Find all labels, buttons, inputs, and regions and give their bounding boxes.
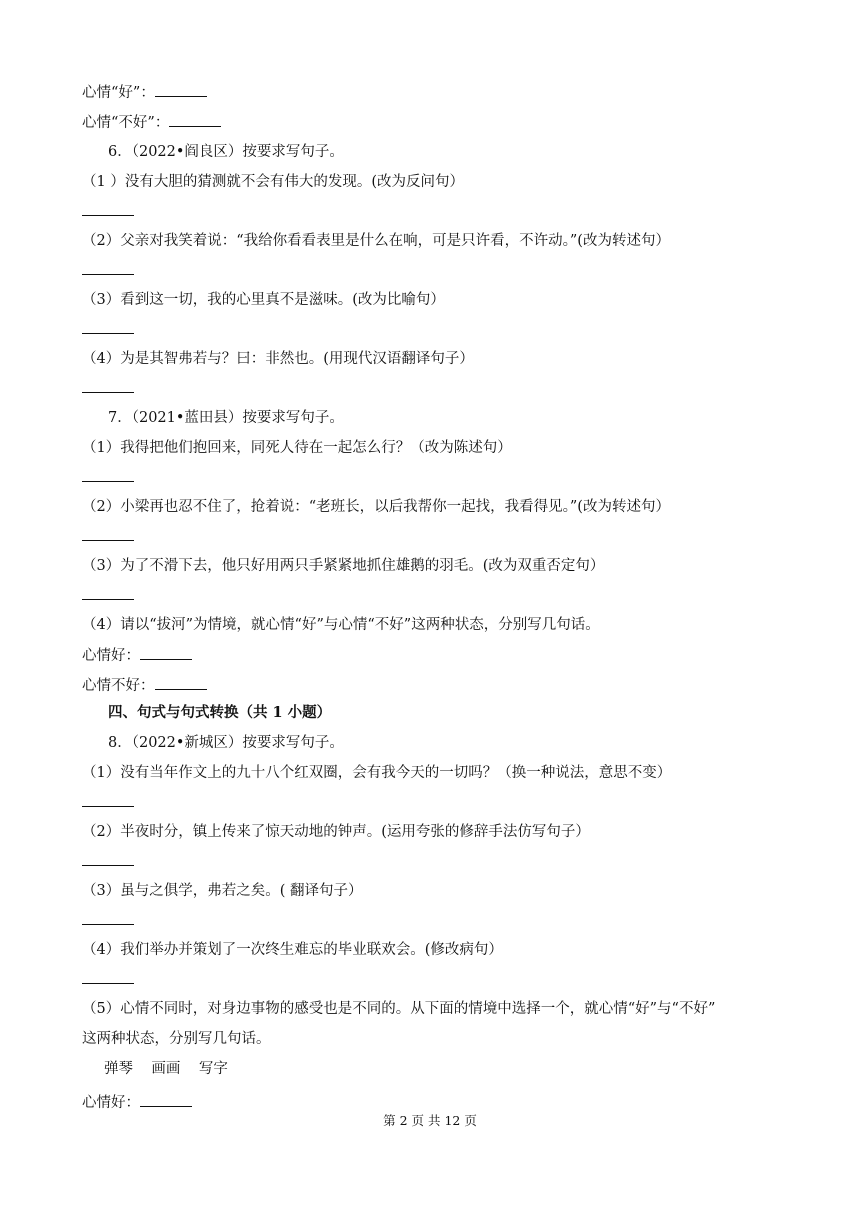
answer-blank[interactable] (169, 112, 221, 127)
question-8-title: 8．（2022•新城区）按要求写句子。 (108, 735, 344, 751)
answer-blank[interactable] (155, 675, 207, 690)
question-6-item-3: （3）看到这一切，我的心里真不是滋味。(改为比喻句） (82, 292, 445, 308)
question-6-title: 6．（2022•阎良区）按要求写句子。 (108, 144, 344, 160)
question-8-item-5-continued: 这两种状态，分别写几句话。 (82, 1031, 271, 1047)
mood-good-label: 心情好： (82, 1095, 140, 1111)
answer-line[interactable] (82, 333, 134, 334)
mood-good-line (82, 82, 207, 103)
question-6-item-2: （2）父亲对我笑着说：“我给你看看表里是什么在响，可是只许看，不许动。”(改为转述句） (82, 233, 670, 249)
mood-good-label: 心情“好”： (82, 85, 155, 101)
answer-line[interactable] (82, 599, 134, 600)
answer-line[interactable] (82, 865, 134, 866)
answer-blank[interactable] (140, 1092, 192, 1107)
answer-line[interactable] (82, 806, 134, 807)
mood-good-line (82, 1092, 192, 1113)
answer-blank[interactable] (155, 82, 207, 97)
answer-line[interactable] (82, 540, 134, 541)
question-6-item-1: （1 ）没有大胆的猜测就不会有伟大的发现。(改为反问句） (82, 174, 464, 190)
question-8-item-5: （5）心情不同时，对身边事物的感受也是不同的。从下面的情境中选择一个，就心情“好”与“不好” (82, 1001, 716, 1017)
mood-good-label: 心情好： (82, 648, 140, 664)
question-8-item-1: （1）没有当年作文上的九十八个红双圈，会有我今天的一切吗？（换一种说法，意思不变） (82, 765, 672, 781)
mood-bad-label: 心情“不好”： (82, 115, 170, 131)
answer-line[interactable] (82, 481, 134, 482)
answer-line[interactable] (82, 274, 134, 275)
mood-bad-label: 心情不好： (82, 678, 155, 694)
section-heading: 四、句式与句式转换（共 1 小题） (108, 704, 332, 721)
mood-good-line (82, 645, 192, 666)
question-6-item-4: （4）为是其智弗若与？曰：非然也。(用现代汉语翻译句子） (82, 351, 474, 367)
answer-line[interactable] (82, 392, 134, 393)
question-7-item-4: （4）请以“拔河”为情境，就心情“好”与心情“不好”这两种状态，分别写几句话。 (82, 617, 600, 633)
mood-bad-line (82, 675, 207, 696)
answer-line[interactable] (82, 924, 134, 925)
question-7-item-2: （2）小梁再也忍不住了，抢着说：“老班长，以后我帮你一起找，我看得见。”(改为转述句） (82, 499, 670, 515)
answer-blank[interactable] (140, 645, 192, 660)
answer-line[interactable] (82, 215, 134, 216)
question-7-item-3: （3）为了不滑下去，他只好用两只手紧紧地抓住雄鹅的羽毛。(改为双重否定句） (82, 558, 605, 574)
context-options: 弹琴 画画 写字 (104, 1061, 228, 1077)
answer-line[interactable] (82, 983, 134, 984)
question-8-item-4: （4）我们举办并策划了一次终生难忘的毕业联欢会。(修改病句） (82, 942, 503, 958)
question-7-title: 7．（2021•蓝田县）按要求写句子。 (108, 410, 344, 426)
question-8-item-3: （3）虽与之俱学，弗若之矣。( 翻译句子） (82, 883, 363, 899)
question-7-item-1: （1）我得把他们抱回来，同死人待在一起怎么行？（改为陈述句） (82, 440, 512, 456)
page-footer: 第 2 页 共 12 页 (383, 1113, 477, 1128)
question-8-item-2: （2）半夜时分，镇上传来了惊天动地的钟声。(运用夸张的修辞手法仿写句子） (82, 824, 590, 840)
mood-bad-line (82, 112, 221, 133)
